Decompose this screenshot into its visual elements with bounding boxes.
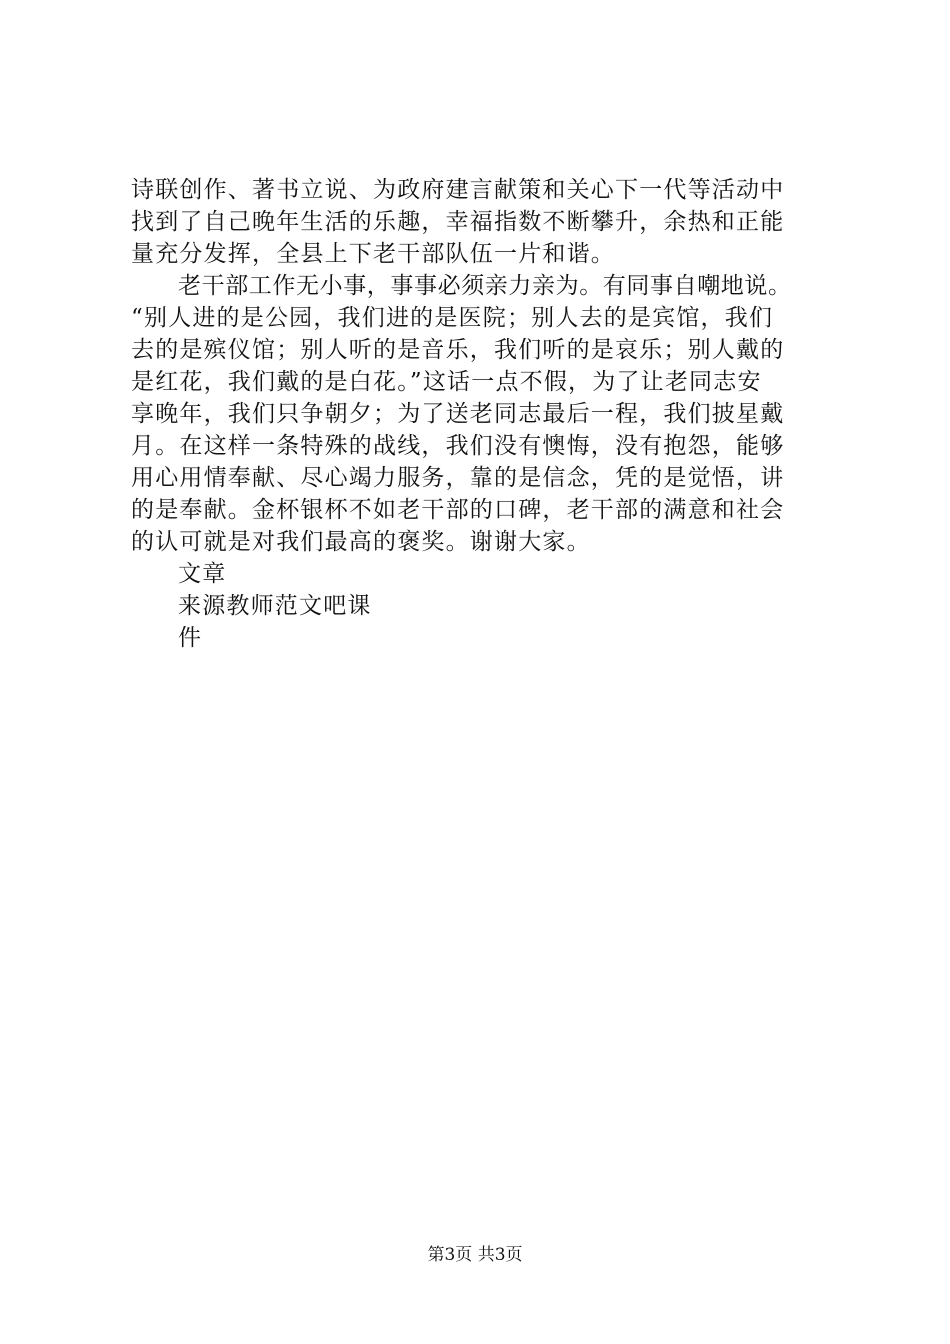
text-line: 去的是殡仪馆；别人听的是音乐，我们听的是哀乐；别人戴的 xyxy=(131,337,785,363)
text-line: 找到了自己晚年生活的乐趣，幸福指数不断攀升，余热和正能 xyxy=(131,209,785,235)
document-body xyxy=(131,174,836,654)
text-line: 量充分发挥，全县上下老干部队伍一片和谐。 xyxy=(131,241,615,267)
text-line: 用心用情奉献、尽心竭力服务，靠的是信念，凭的是觉悟，讲 xyxy=(131,465,785,491)
paragraph-start-line: 老干部工作无小事，事事必须亲力亲为。有同事自嘲地说。 xyxy=(178,273,792,299)
source-line: 文章 xyxy=(178,561,227,587)
text-line: 的认可就是对我们最高的褒奖。谢谢大家。 xyxy=(131,529,591,555)
text-line: 的是奉献。金杯银杯不如老干部的口碑，老干部的满意和社会 xyxy=(131,497,785,523)
page-number-footer: 第3页 共3页 xyxy=(427,1245,523,1265)
text-line: 是红花，我们戴的是白花。”这话一点不假，为了让老同志安 xyxy=(131,369,762,395)
text-line: 月。在这样一条特殊的战线，我们没有懊悔，没有抱怨，能够 xyxy=(131,433,785,459)
text-line: 诗联创作、著书立说、为政府建言献策和关心下一代等活动中 xyxy=(131,177,785,203)
text-line: “别人进的是公园，我们进的是医院；别人去的是宾馆，我们 xyxy=(131,305,774,331)
source-line: 件 xyxy=(178,625,203,651)
source-line: 来源教师范文吧课 xyxy=(178,593,372,619)
text-line: 享晚年，我们只争朝夕；为了送老同志最后一程，我们披星戴 xyxy=(131,401,785,427)
